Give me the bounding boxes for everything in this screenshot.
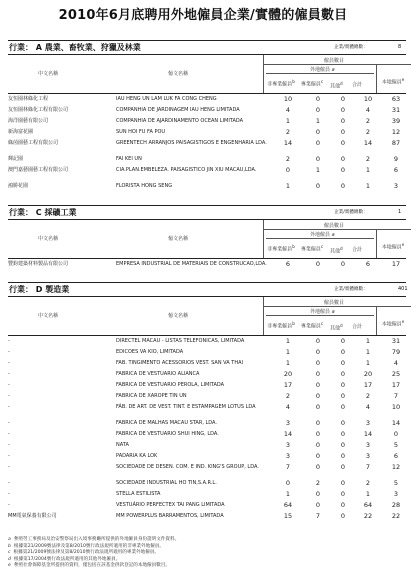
other-count: 0 (340, 512, 346, 520)
header-portuguese-name: 葡文名稱 (168, 236, 189, 242)
other-count: 0 (340, 452, 346, 460)
unskilled-count: 2 (285, 128, 291, 136)
header-portuguese-name: 葡文名稱 (168, 313, 189, 319)
header-divider (376, 229, 377, 258)
header-divider (266, 73, 374, 74)
company-portuguese-name: COMPANHIA DE AJARDINAMENTO OCEAN LIMITADA (116, 118, 244, 124)
other-count: 0 (340, 337, 346, 345)
company-chinese-name: MM電氣保養有限公司 (8, 513, 57, 519)
unskilled-count: 0 (285, 166, 291, 174)
company-portuguese-name: SUN HOI FU FA POU (116, 129, 166, 135)
footnote-text: 參照社會保障基金所提供的資料，僅包括在該基金供款登記的本地僱員數目。 (13, 563, 171, 569)
other-count: 0 (340, 419, 346, 427)
industry-section (8, 282, 406, 522)
table-header (8, 220, 406, 259)
professional-count: 0 (315, 359, 321, 367)
unskilled-count: 64 (283, 501, 293, 509)
table-row (8, 138, 406, 154)
table-row (8, 489, 406, 500)
table-row (8, 105, 406, 116)
other-count: 0 (340, 166, 346, 174)
professional-count: 7 (315, 512, 321, 520)
foreign-total: 14 (363, 139, 373, 147)
unskilled-count: 15 (283, 512, 293, 520)
footnote-text: 根據第21/2009號法律及第8/2010號行政法規所適用的專業外地僱員。 (13, 550, 160, 556)
foreign-total: 64 (363, 501, 373, 509)
foreign-total: 1 (365, 490, 371, 498)
header-other: 其他$^d$ (330, 323, 343, 332)
company-chinese-name: - (8, 491, 10, 497)
other-count: 0 (340, 117, 346, 125)
foreign-total: 2 (365, 479, 371, 487)
professional-count: 0 (315, 128, 321, 136)
footnote (8, 550, 404, 556)
header-divider (263, 229, 411, 230)
company-portuguese-name: STELLA ESTILISTA (116, 491, 161, 497)
company-chinese-name: - (8, 338, 10, 344)
table-body (8, 259, 406, 275)
professional-count: 0 (315, 260, 321, 268)
company-portuguese-name: FABRICA DE XAROPE TIN UN (116, 393, 187, 399)
local-count: 12 (391, 128, 401, 136)
header-divider (376, 64, 377, 93)
local-count: 3 (393, 182, 399, 190)
professional-count: 0 (315, 381, 321, 389)
header-professional: 專業僱員$^c$ (300, 321, 324, 330)
unskilled-count: 1 (285, 337, 291, 345)
company-chinese-name: - (8, 420, 10, 426)
section-count: 401 (398, 286, 408, 292)
header-employees: 僱員數目 (324, 58, 345, 64)
header-unskilled: 非專業僱員$^b$ (267, 79, 295, 88)
header-professional: 專業僱員$^c$ (300, 79, 324, 88)
company-chinese-name: - (8, 382, 10, 388)
header-employees: 僱員數目 (324, 223, 345, 229)
unskilled-count: 1 (285, 182, 291, 190)
table-row (8, 418, 406, 429)
professional-count: 0 (315, 337, 321, 345)
foreign-total: 4 (365, 403, 371, 411)
table-row (8, 511, 406, 522)
unskilled-count: 0 (285, 479, 291, 487)
foreign-total: 2 (365, 155, 371, 163)
footnote-marker: a (8, 537, 11, 542)
professional-count: 0 (315, 403, 321, 411)
table-row (8, 429, 406, 440)
other-count: 0 (340, 430, 346, 438)
foreign-total: 4 (365, 106, 371, 114)
company-portuguese-name: PADARIA KA LOK (116, 453, 158, 459)
header-local: 本地僱員$^e$ (381, 319, 405, 328)
unskilled-count: 6 (285, 260, 291, 268)
company-portuguese-name: FABRICA DE VESTUARIO PEROLA, LIMITADA (116, 382, 225, 388)
table-row (8, 402, 406, 418)
section-count: 8 (398, 44, 402, 50)
header-chinese-name: 中文名稱 (38, 236, 59, 242)
foreign-total: 14 (363, 430, 373, 438)
header-chinese-name: 中文名稱 (38, 71, 59, 77)
unskilled-count: 10 (283, 95, 293, 103)
section-count-label: 企業/實體總數： (334, 45, 368, 50)
unskilled-count: 1 (285, 117, 291, 125)
section-header (8, 282, 406, 297)
industry-section (8, 40, 406, 192)
section-title: 行業： D 製造業 (9, 285, 70, 294)
section-count-label: 企業/實體總數： (334, 287, 368, 292)
footnote (8, 563, 404, 569)
company-portuguese-name: FABRICA DE VESTUARIO ALIANCA (116, 371, 200, 377)
other-count: 0 (340, 95, 346, 103)
header-total: 合計 (352, 82, 363, 88)
table-row (8, 165, 406, 181)
professional-count: 0 (315, 155, 321, 163)
company-chinese-name: 海洋園藝有限公司 (8, 118, 49, 124)
foreign-total: 6 (365, 260, 371, 268)
foreign-total: 17 (363, 381, 373, 389)
local-count: 22 (391, 512, 401, 520)
table-row (8, 154, 406, 165)
professional-count: 0 (315, 501, 321, 509)
local-count: 5 (393, 479, 399, 487)
local-count: 87 (391, 139, 401, 147)
local-count: 10 (391, 403, 401, 411)
company-portuguese-name: CIA.PLAN.EMBELEZA. PAISAGISTICO JIN XIU MACAU,LDA. (116, 167, 257, 173)
header-local: 本地僱員$^e$ (381, 77, 405, 86)
footnote-text: 參照勞工事務局及治安警察局出入境事務廳所提供的外地僱員身份證明文件資料。 (13, 537, 180, 542)
company-chinese-name: - (8, 442, 10, 448)
header-professional: 專業僱員$^c$ (300, 244, 324, 253)
header-portuguese-name: 葡文名稱 (168, 71, 189, 77)
foreign-total: 22 (363, 512, 373, 520)
section-header (8, 40, 406, 55)
company-portuguese-name: FABRICA DE VESTUARIO SHUI HING, LDA. (116, 431, 219, 437)
company-portuguese-name: FAI KEI UN (116, 156, 142, 162)
header-unskilled: 非專業僱員$^b$ (267, 321, 295, 330)
footnote-marker: c (8, 550, 11, 556)
local-count: 17 (391, 381, 401, 389)
company-portuguese-name: DIRECTEL MACAU - LISTAS TELEFONICAS, LIMITADA (116, 338, 245, 344)
table-row (8, 478, 406, 489)
header-other: 其他$^d$ (330, 81, 343, 90)
industry-section (8, 205, 406, 275)
company-portuguese-name: EDICOES VA KIO, LIMITADA (116, 349, 184, 355)
company-chinese-name: - (8, 464, 10, 470)
professional-count: 0 (315, 419, 321, 427)
table-row (8, 462, 406, 478)
other-count: 0 (340, 260, 346, 268)
header-foreign: 外地僱員 a (310, 309, 335, 315)
other-count: 0 (340, 128, 346, 136)
header-other: 其他$^d$ (330, 246, 343, 255)
footnote-marker: b (8, 543, 11, 549)
table-row (8, 369, 406, 380)
other-count: 0 (340, 155, 346, 163)
unskilled-count: 14 (283, 430, 293, 438)
company-chinese-name: 新海富花圃 (8, 129, 34, 135)
table-row (8, 181, 406, 192)
company-chinese-name: 友恒園林綠化工程 (8, 96, 49, 102)
company-chinese-name: 鴻勝花園 (8, 183, 29, 189)
company-chinese-name: - (8, 349, 10, 355)
local-count: 14 (391, 419, 401, 427)
table-row (8, 336, 406, 347)
company-portuguese-name: FÁB. DE ART. DE VEST. TINT. E ESTAMPAGEM LOTUS LDA (116, 404, 256, 410)
professional-count: 1 (315, 166, 321, 174)
company-portuguese-name: COMPANHIA DE JARDINAGEM IAU HENG LIMITADA (116, 107, 240, 113)
company-portuguese-name: VESTUÁRIO PERFECTEX TAI PANG LIMITADA (116, 502, 225, 508)
local-count: 17 (391, 260, 401, 268)
company-portuguese-name: EMPRESA INDUSTRIAL DE MATERIAIS DE CONSTRUCAO,LDA. (116, 261, 267, 267)
foreign-total: 2 (365, 128, 371, 136)
header-divider (266, 238, 374, 239)
company-chinese-name: - (8, 502, 10, 508)
foreign-total: 1 (365, 182, 371, 190)
company-portuguese-name: IAU HENG UN LAM LUK FA CONG CHENG (116, 96, 217, 102)
professional-count: 1 (315, 117, 321, 125)
company-chinese-name: 澳門嘉藝園藝工程有限公司 (8, 167, 69, 173)
table-row (8, 380, 406, 391)
table-row (8, 116, 406, 127)
other-count: 0 (340, 403, 346, 411)
other-count: 0 (340, 441, 346, 449)
local-count: 3 (393, 490, 399, 498)
foreign-total: 3 (365, 419, 371, 427)
local-count: 12 (391, 463, 401, 471)
foreign-total: 1 (365, 359, 371, 367)
other-count: 0 (340, 490, 346, 498)
table-row (8, 347, 406, 358)
foreign-total: 2 (365, 392, 371, 400)
other-count: 0 (340, 479, 346, 487)
page-title: 2010年6月底聘用外地僱員企業/實體的僱員數目 (58, 8, 348, 23)
header-foreign: 外地僱員 a (310, 67, 335, 73)
header-divider (263, 55, 264, 93)
unskilled-count: 3 (285, 441, 291, 449)
other-count: 0 (340, 348, 346, 356)
local-count: 39 (391, 117, 401, 125)
unskilled-count: 3 (285, 452, 291, 460)
unskilled-count: 7 (285, 463, 291, 471)
local-count: 0 (393, 430, 399, 438)
company-portuguese-name: SOCIEDADE INDUSTRIAL HO TIN,S.A.R.L. (116, 480, 217, 486)
other-count: 0 (340, 370, 346, 378)
professional-count: 0 (315, 348, 321, 356)
footnote (8, 537, 404, 543)
table-row (8, 94, 406, 105)
footnote-text: 根據第17/2004號行政法規所適用的其他外地僱員。 (13, 556, 121, 562)
header-total: 合計 (352, 247, 363, 253)
company-chinese-name: 豐鈞建築材料製品有限公司 (8, 261, 69, 267)
table-row (8, 127, 406, 138)
local-count: 9 (393, 155, 399, 163)
section-header (8, 205, 406, 220)
professional-count: 0 (315, 392, 321, 400)
other-count: 0 (340, 463, 346, 471)
company-chinese-name: - (8, 453, 10, 459)
foreign-total: 20 (363, 370, 373, 378)
local-count: 31 (391, 106, 401, 114)
unskilled-count: 2 (285, 155, 291, 163)
foreign-total: 3 (365, 441, 371, 449)
other-count: 0 (340, 359, 346, 367)
professional-count: 0 (315, 95, 321, 103)
company-chinese-name: 綠茵園藝工程有限公司 (8, 140, 59, 146)
other-count: 0 (340, 106, 346, 114)
foreign-total: 7 (365, 463, 371, 471)
header-chinese-name: 中文名稱 (38, 313, 59, 319)
foreign-total: 10 (363, 95, 373, 103)
company-chinese-name: - (8, 393, 10, 399)
header-divider (263, 64, 411, 65)
professional-count: 0 (315, 182, 321, 190)
header-foreign: 外地僱員 a (310, 232, 335, 238)
company-chinese-name: - (8, 431, 10, 437)
header-divider (266, 315, 374, 316)
other-count: 0 (340, 381, 346, 389)
section-title: 行業： A 農業、畜牧業、狩獵及林業 (9, 43, 141, 52)
professional-count: 2 (315, 479, 321, 487)
company-chinese-name: 友恒園林綠化工程有限公司 (8, 107, 69, 113)
other-count: 0 (340, 139, 346, 147)
professional-count: 0 (315, 463, 321, 471)
local-count: 25 (391, 370, 401, 378)
header-total: 合計 (352, 324, 363, 330)
local-count: 7 (393, 392, 399, 400)
unskilled-count: 1 (285, 490, 291, 498)
professional-count: 0 (315, 106, 321, 114)
company-portuguese-name: GREENTECH ARRANJOS PAISAGISTIGOS E ENGENHARIA LDA. (116, 140, 267, 146)
header-divider (376, 306, 377, 335)
section-count: 1 (398, 209, 402, 215)
company-chinese-name: - (8, 360, 10, 366)
table-header (8, 55, 406, 94)
unskilled-count: 2 (285, 392, 291, 400)
table-row (8, 500, 406, 511)
foreign-total: 3 (365, 452, 371, 460)
unskilled-count: 4 (285, 403, 291, 411)
local-count: 5 (393, 441, 399, 449)
local-count: 4 (393, 359, 399, 367)
company-chinese-name: - (8, 480, 10, 486)
foreign-total: 1 (365, 348, 371, 356)
table-row (8, 259, 406, 275)
unskilled-count: 17 (283, 381, 293, 389)
table-row (8, 358, 406, 369)
company-chinese-name: - (8, 404, 10, 410)
professional-count: 0 (315, 370, 321, 378)
foreign-total: 2 (365, 117, 371, 125)
unskilled-count: 1 (285, 348, 291, 356)
professional-count: 0 (315, 139, 321, 147)
local-count: 63 (391, 95, 401, 103)
company-chinese-name: 輝記園 (8, 156, 24, 162)
other-count: 0 (340, 182, 346, 190)
unskilled-count: 20 (283, 370, 293, 378)
local-count: 79 (391, 348, 401, 356)
section-title: 行業： C 採礦工業 (9, 208, 77, 217)
header-divider (263, 220, 264, 258)
other-count: 0 (340, 501, 346, 509)
unskilled-count: 4 (285, 106, 291, 114)
header-employees: 僱員數目 (324, 300, 345, 306)
professional-count: 0 (315, 441, 321, 449)
company-portuguese-name: NATA (116, 442, 129, 448)
other-count: 0 (340, 392, 346, 400)
local-count: 6 (393, 452, 399, 460)
local-count: 31 (391, 337, 401, 345)
company-portuguese-name: FABRICA DE MALHAS MACAU STAR, LDA. (116, 420, 217, 426)
table-header (8, 297, 406, 336)
section-count-label: 企業/實體總數： (334, 210, 368, 215)
header-divider (263, 306, 411, 307)
company-portuguese-name: FAB. TINGIMENTO ACESSORIOS VEST. SAN VA THAI (116, 360, 243, 366)
professional-count: 0 (315, 430, 321, 438)
header-local: 本地僱員$^e$ (381, 242, 405, 251)
header-unskilled: 非專業僱員$^b$ (267, 244, 295, 253)
header-divider (263, 297, 264, 335)
table-row (8, 451, 406, 462)
table-body (8, 336, 406, 522)
company-portuguese-name: SOCIEDADE DE DESEN. COM. E IND. KING'S GROUP, LDA. (116, 464, 259, 470)
foreign-total: 1 (365, 166, 371, 174)
foreign-total: 1 (365, 337, 371, 345)
professional-count: 0 (315, 490, 321, 498)
local-count: 6 (393, 166, 399, 174)
unskilled-count: 1 (285, 359, 291, 367)
company-portuguese-name: FLORISTA HONG SENG (116, 183, 173, 189)
table-body (8, 94, 406, 192)
table-row (8, 391, 406, 402)
footnote-text: 根據第21/2009號法律及第8/2010號行政法規所適用的非專業外地僱員。 (13, 543, 165, 549)
company-portuguese-name: MM POWERPLUS BARRAMENTOS, LIMITADA (116, 513, 224, 519)
footnote-marker: d (8, 556, 11, 562)
local-count: 28 (391, 501, 401, 509)
professional-count: 0 (315, 452, 321, 460)
unskilled-count: 14 (283, 139, 293, 147)
table-row (8, 440, 406, 451)
unskilled-count: 3 (285, 419, 291, 427)
company-chinese-name: - (8, 371, 10, 377)
footnote-marker: e (8, 563, 11, 569)
